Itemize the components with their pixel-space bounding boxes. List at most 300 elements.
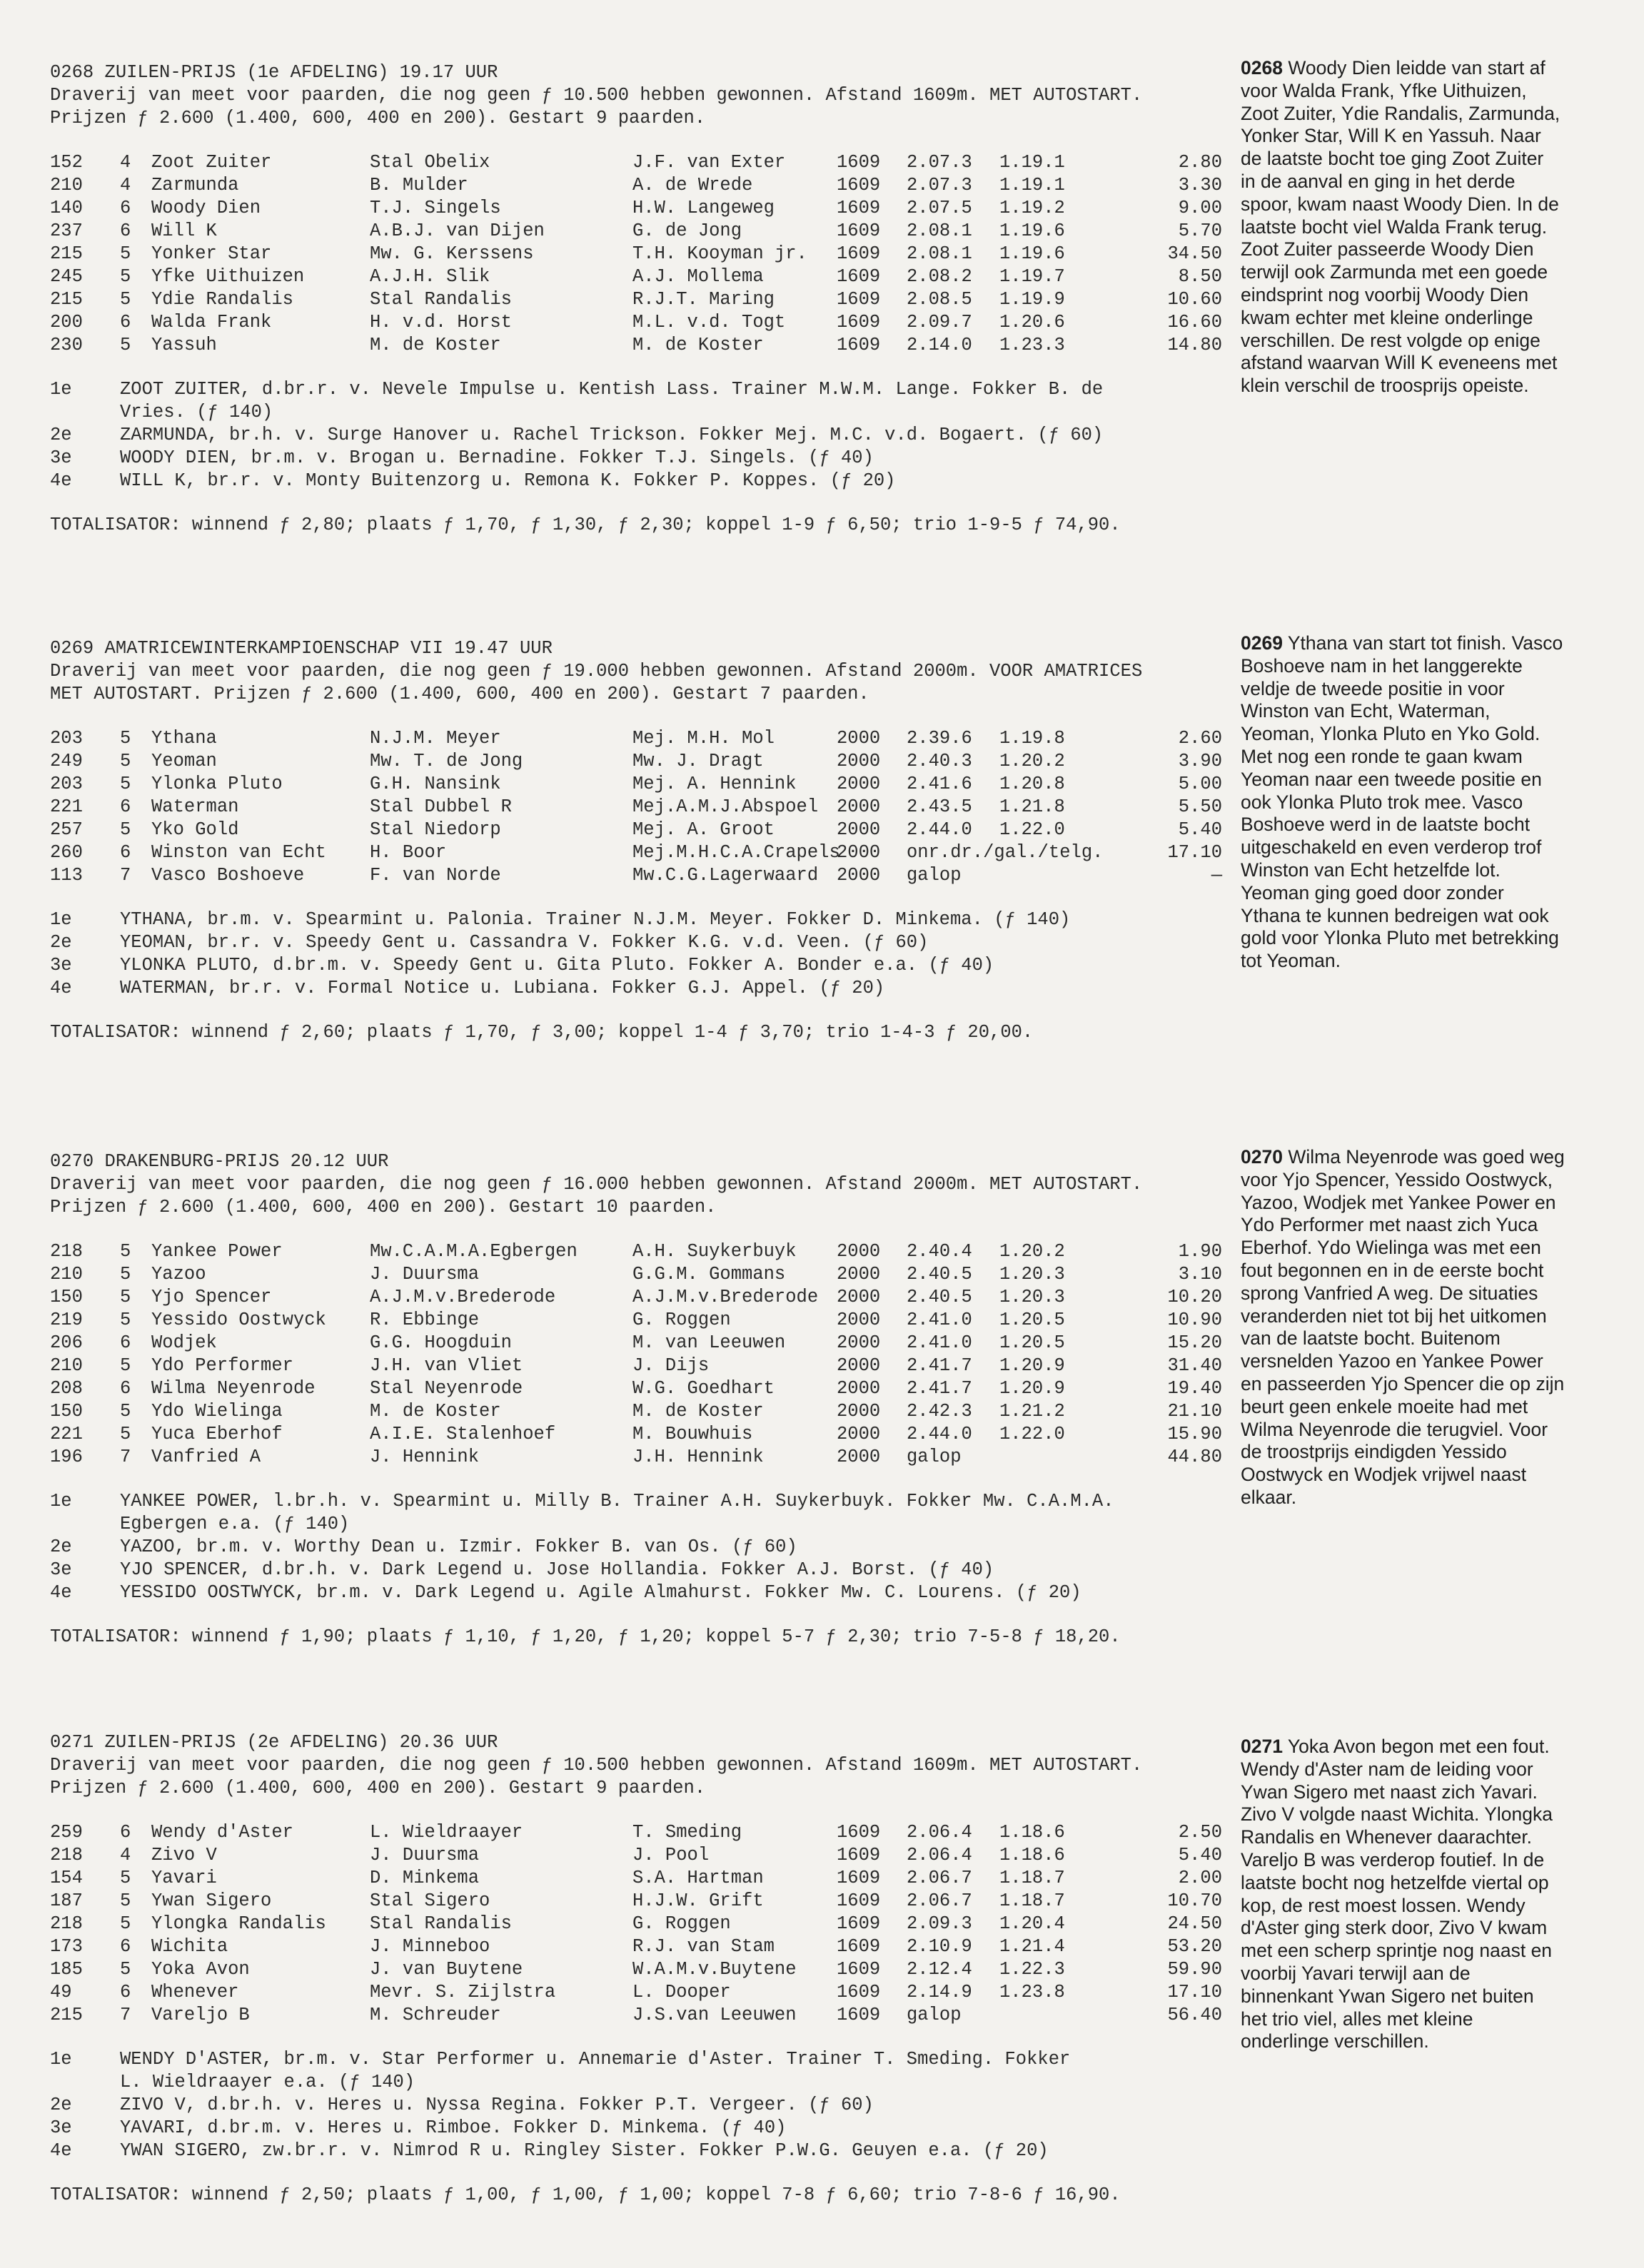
report-line — [1241, 171, 1632, 193]
report-text: van de laatste bocht. Buitenom — [1241, 1327, 1501, 1350]
report-number: 0268 — [1241, 57, 1283, 79]
placing-entry — [50, 470, 1221, 492]
cell-km-time: 1.18.6 — [999, 1845, 1065, 1865]
cell-horse-name: Walda Frank — [151, 312, 272, 333]
report-text: terwijl ook Zarmunda met een goede — [1241, 261, 1548, 283]
cell-age: 4 — [120, 175, 131, 196]
cell-driver: G. de Jong — [632, 221, 742, 241]
cell-age: 6 — [120, 842, 131, 863]
cell-handicap: 150 — [50, 1401, 83, 1422]
cell-odds: 14.80 — [1167, 335, 1222, 355]
report-line — [1241, 1872, 1632, 1895]
report-text: het trio viel, alles met kleine — [1241, 2008, 1473, 2030]
cell-time: 2.44.0 — [907, 819, 972, 840]
cell-odds: 17.10 — [1167, 1982, 1222, 2003]
result-row — [50, 1981, 1221, 2004]
cell-owner: H. v.d. Horst — [370, 312, 512, 333]
cell-age: 5 — [120, 289, 131, 310]
result-row — [50, 819, 1221, 841]
cell-horse-name: Yuca Eberhof — [151, 1424, 283, 1444]
cell-driver: G. Roggen — [632, 1310, 731, 1330]
placing-text: YJO SPENCER, d.br.h. v. Dark Legend u. Jose Hollandia. Fokker A.J. Borst. (ƒ 40) — [120, 1559, 994, 1580]
cell-age: 6 — [120, 1982, 131, 2003]
cell-age: 5 — [120, 1424, 131, 1444]
result-row — [50, 1958, 1221, 1981]
cell-time: 2.06.7 — [907, 1890, 972, 1911]
cell-km-time: 1.20.2 — [999, 751, 1065, 771]
report-text: fout begonnen en in de eerste bocht — [1241, 1259, 1544, 1281]
cell-time: 2.40.4 — [907, 1241, 972, 1262]
cell-age: 4 — [120, 152, 131, 173]
report-line — [1241, 1419, 1632, 1442]
cell-age: 5 — [120, 1913, 131, 1934]
cell-odds: 15.20 — [1167, 1332, 1222, 1353]
cell-odds: 5.70 — [1178, 221, 1222, 241]
cell-time: galop — [907, 865, 962, 886]
report-text: Yeoman ging goed door zonder — [1241, 881, 1504, 903]
cell-km-time: 1.22.0 — [999, 1424, 1065, 1444]
report-line — [1241, 927, 1632, 950]
cell-age: 6 — [120, 1378, 131, 1399]
placing-text: ZARMUNDA, br.h. v. Surge Hanover u. Rachel Trickson. Fokker Mej. M.C. v.d. Bogaert. (ƒ 60) — [120, 425, 1104, 445]
cell-distance: 1609 — [837, 1982, 881, 2003]
cell-age: 5 — [120, 728, 131, 749]
cell-driver: J. Pool — [632, 1845, 710, 1865]
placing-position: 1e — [50, 1491, 72, 1512]
cell-km-time: 1.19.1 — [999, 175, 1065, 196]
report-text: Boshoeve werd in de laatste bocht — [1241, 814, 1530, 836]
cell-horse-name: Yankee Power — [151, 1241, 283, 1262]
cell-odds: 53.20 — [1167, 1936, 1222, 1957]
results-table — [50, 727, 1221, 887]
cell-driver: Mej. M.H. Mol — [632, 728, 775, 749]
report-line — [1241, 1940, 1632, 1963]
report-line — [1241, 2008, 1632, 2031]
cell-age: 5 — [120, 819, 131, 840]
cell-driver: Mej.M.H.C.A.Crapels — [632, 842, 840, 863]
cell-horse-name: Will K — [151, 221, 217, 241]
report-text: Yoka Avon begon met een fout. — [1287, 1736, 1550, 1757]
race-conditions: Draverij van meet voor paarden, die nog geen ƒ 19.000 hebben gewonnen. Afstand 2000m. VOOR AMATRICES — [50, 661, 1143, 682]
cell-time: 2.43.5 — [907, 796, 972, 817]
placing-position: 1e — [50, 909, 72, 930]
cell-km-time: 1.23.3 — [999, 335, 1065, 355]
cell-age: 6 — [120, 1822, 131, 1843]
cell-horse-name: Waterman — [151, 796, 239, 817]
cell-distance: 2000 — [837, 865, 881, 886]
result-row — [50, 841, 1221, 864]
result-row — [50, 197, 1221, 220]
cell-time: 2.40.5 — [907, 1287, 972, 1307]
cell-distance: 1609 — [837, 221, 881, 241]
cell-time: onr.dr./gal./telg. — [907, 842, 1104, 863]
cell-driver: M. van Leeuwen — [632, 1332, 786, 1353]
cell-owner: Stal Randalis — [370, 289, 512, 310]
race-header: 0271 ZUILEN-PRIJS (2e AFDELING) 20.36 UUR — [50, 1732, 498, 1753]
result-row — [50, 1263, 1221, 1286]
cell-distance: 1609 — [837, 312, 881, 333]
cell-odds: 5.50 — [1178, 796, 1222, 817]
cell-horse-name: Yazoo — [151, 1264, 206, 1285]
report-line — [1241, 1758, 1632, 1781]
report-text: laatste bocht nog hetzelfde viertal op — [1241, 1871, 1549, 1893]
cell-owner: M. de Koster — [370, 1401, 501, 1422]
report-text: voor Walda Frank, Yfke Uithuizen, — [1241, 79, 1527, 101]
cell-driver: G. Roggen — [632, 1913, 731, 1934]
cell-handicap: 215 — [50, 289, 83, 310]
cell-horse-name: Yessido Oostwyck — [151, 1310, 326, 1330]
report-line — [1241, 655, 1632, 678]
cell-time: 2.07.5 — [907, 198, 972, 218]
report-number: 0270 — [1241, 1146, 1283, 1168]
placing-position: 2e — [50, 932, 72, 953]
cell-distance: 2000 — [837, 1332, 881, 1353]
report-line — [1241, 284, 1632, 307]
cell-driver: Mej. A. Groot — [632, 819, 775, 840]
cell-km-time: 1.19.7 — [999, 266, 1065, 287]
cell-odds: 16.60 — [1167, 312, 1222, 333]
report-text: eindsprint nog voorbij Woody Dien — [1241, 283, 1529, 305]
report-line — [1241, 814, 1632, 836]
cell-handicap: 152 — [50, 152, 83, 173]
report-line — [1241, 1917, 1632, 1940]
placing-text: ZOOT ZUITER, d.br.r. v. Nevele Impulse u. Kentish Lass. Trainer M.W.M. Lange. Fokker B. de — [120, 379, 1104, 400]
cell-owner: R. Ebbinge — [370, 1310, 480, 1330]
result-row — [50, 796, 1221, 819]
report-line — [1241, 700, 1632, 723]
cell-handicap: 154 — [50, 1868, 83, 1888]
report-line — [1241, 1985, 1632, 2008]
cell-age: 4 — [120, 1845, 131, 1865]
report-line — [1241, 1826, 1632, 1849]
cell-handicap: 249 — [50, 751, 83, 771]
race-conditions: Prijzen ƒ 2.600 (1.400, 600, 400 en 200). Gestart 9 paarden. — [50, 1778, 706, 1798]
race-conditions: Draverij van meet voor paarden, die nog geen ƒ 16.000 hebben gewonnen. Afstand 2000m. MET AUTOSTART. — [50, 1174, 1143, 1195]
result-row — [50, 773, 1221, 796]
cell-age: 6 — [120, 221, 131, 241]
report-text: veldje de tweede positie in voor — [1241, 677, 1505, 699]
cell-driver: T.H. Kooyman jr. — [632, 243, 807, 264]
cell-distance: 2000 — [837, 1424, 881, 1444]
cell-time: galop — [907, 1447, 962, 1467]
cell-owner: L. Wieldraayer — [370, 1822, 523, 1843]
cell-distance: 1609 — [837, 198, 881, 218]
cell-driver: H.J.W. Grift — [632, 1890, 764, 1911]
cell-horse-name: Wichita — [151, 1936, 228, 1957]
cell-odds: 56.40 — [1167, 2005, 1222, 2025]
cell-time: 2.41.7 — [907, 1355, 972, 1376]
result-row — [50, 334, 1221, 357]
cell-horse-name: Ylonka Pluto — [151, 774, 283, 794]
cell-time: 2.44.0 — [907, 1424, 972, 1444]
cell-horse-name: Vasco Boshoeve — [151, 865, 305, 886]
cell-driver: R.J. van Stam — [632, 1936, 775, 1957]
cell-time: 2.07.3 — [907, 175, 972, 196]
cell-age: 5 — [120, 1868, 131, 1888]
cell-km-time: 1.18.7 — [999, 1868, 1065, 1888]
cell-km-time: 1.19.9 — [999, 289, 1065, 310]
cell-distance: 2000 — [837, 1264, 881, 1285]
cell-distance: 1609 — [837, 1845, 881, 1865]
cell-time: 2.41.0 — [907, 1332, 972, 1353]
cell-time: 2.41.7 — [907, 1378, 972, 1399]
cell-driver: M.L. v.d. Togt — [632, 312, 786, 333]
report-text: Oostwyck en Wodjek vrijwel naast — [1241, 1464, 1527, 1486]
report-text: klein verschil de troosprijs opeiste. — [1241, 375, 1529, 397]
cell-odds: 5.40 — [1178, 1845, 1222, 1865]
cell-owner: T.J. Singels — [370, 198, 501, 218]
cell-distance: 2000 — [837, 1241, 881, 1262]
placing-text: YANKEE POWER, l.br.h. v. Spearmint u. Milly B. Trainer A.H. Suykerbuyk. Fokker Mw. C.A.M.A. — [120, 1491, 1114, 1512]
cell-driver: M. de Koster — [632, 1401, 764, 1422]
placing-entry — [50, 1581, 1221, 1604]
cell-age: 7 — [120, 2005, 131, 2025]
placing-entry — [50, 1559, 1221, 1581]
cell-handicap: 185 — [50, 1959, 83, 1980]
report-line — [1241, 1487, 1632, 1509]
report-line — [1241, 330, 1632, 353]
cell-handicap: 203 — [50, 728, 83, 749]
cell-horse-name: Wilma Neyenrode — [151, 1378, 316, 1399]
result-row — [50, 1240, 1221, 1263]
cell-horse-name: Ydie Randalis — [151, 289, 293, 310]
cell-age: 5 — [120, 243, 131, 264]
placing-text: Egbergen e.a. (ƒ 140) — [120, 1514, 350, 1534]
race-0271 — [50, 1731, 1221, 2207]
cell-odds: 3.10 — [1178, 1264, 1222, 1285]
cell-age: 5 — [120, 1959, 131, 1980]
cell-owner: G.G. Hoogduin — [370, 1332, 512, 1353]
cell-time: 2.14.0 — [907, 335, 972, 355]
cell-distance: 1609 — [837, 243, 881, 264]
cell-distance: 1609 — [837, 335, 881, 355]
cell-km-time: 1.20.9 — [999, 1378, 1065, 1399]
report-line — [1241, 103, 1632, 126]
report-line — [1241, 125, 1632, 148]
placings — [50, 378, 1221, 492]
cell-handicap: 260 — [50, 842, 83, 863]
cell-handicap: 200 — [50, 312, 83, 333]
report-text: d'Aster ging sterk door, Zivo V kwam — [1241, 1917, 1548, 1939]
placing-entry — [50, 2140, 1221, 2162]
placing-position: 4e — [50, 978, 72, 998]
cell-horse-name: Zivo V — [151, 1845, 217, 1865]
report-text: Winston van Echt hetzelfde lot. — [1241, 859, 1501, 881]
cell-owner: Mevr. S. Zijlstra — [370, 1982, 556, 2003]
result-row — [50, 1332, 1221, 1355]
cell-horse-name: Vanfried A — [151, 1447, 261, 1467]
cell-driver: Mej. A. Hennink — [632, 774, 797, 794]
placing-text: YAVARI, d.br.m. v. Heres u. Rimboe. Fokker D. Minkema. (ƒ 40) — [120, 2117, 787, 2138]
result-row — [50, 1423, 1221, 1446]
cell-odds: 2.60 — [1178, 728, 1222, 749]
report-number: 0271 — [1241, 1736, 1283, 1757]
cell-odds: 44.80 — [1167, 1447, 1222, 1467]
placing-entry — [50, 2117, 1221, 2140]
report-text: tot Yeoman. — [1241, 950, 1341, 972]
placing-entry — [50, 447, 1221, 470]
race-header: 0270 DRAKENBURG-PRIJS 20.12 UUR — [50, 1151, 389, 1172]
cell-driver: J.S.van Leeuwen — [632, 2005, 797, 2025]
cell-km-time: 1.20.4 — [999, 1913, 1065, 1934]
report-text: de laatste bocht toe ging Zoot Zuiter — [1241, 148, 1544, 170]
report-text: in de aanval en ging in het derde — [1241, 170, 1516, 192]
cell-age: 5 — [120, 774, 131, 794]
placing-text: Vries. (ƒ 140) — [120, 402, 273, 422]
report-line — [1241, 57, 1632, 80]
cell-owner: A.I.E. Stalenhoef — [370, 1424, 556, 1444]
cell-owner: N.J.M. Meyer — [370, 728, 501, 749]
cell-time: 2.07.3 — [907, 152, 972, 173]
report-line — [1241, 238, 1632, 261]
cell-horse-name: Winston van Echt — [151, 842, 326, 863]
report-text: sprong Vanfried A weg. De situaties — [1241, 1282, 1538, 1304]
cell-owner: Stal Dubbel R — [370, 796, 512, 817]
report-line — [1241, 193, 1632, 216]
cell-horse-name: Yoka Avon — [151, 1959, 250, 1980]
results-table — [50, 1240, 1221, 1469]
cell-handicap: 257 — [50, 819, 83, 840]
cell-distance: 1609 — [837, 175, 881, 196]
cell-driver: A.H. Suykerbuyk — [632, 1241, 797, 1262]
cell-driver: A.J.M.v.Brederode — [632, 1287, 819, 1307]
placing-position: 1e — [50, 2049, 72, 2070]
cell-km-time: 1.19.6 — [999, 221, 1065, 241]
race-0270 — [50, 1150, 1221, 1649]
report-text: versnelden Yazoo en Yankee Power — [1241, 1350, 1543, 1372]
report-line — [1241, 2030, 1632, 2053]
cell-age: 5 — [120, 1355, 131, 1376]
placing-position: 3e — [50, 955, 72, 976]
cell-horse-name: Wodjek — [151, 1332, 217, 1353]
report-text: veranderden niet tot bij het uitkomen — [1241, 1305, 1547, 1327]
report-text: binnenkant Ywan Sigero net buiten — [1241, 1985, 1534, 2007]
report-text: Wilma Neyenrode die terugviel. Voor — [1241, 1418, 1548, 1440]
cell-time: 2.12.4 — [907, 1959, 972, 1980]
cell-km-time: 1.21.4 — [999, 1936, 1065, 1957]
cell-odds: 2.00 — [1178, 1868, 1222, 1888]
cell-age: 7 — [120, 865, 131, 886]
cell-km-time: 1.20.5 — [999, 1332, 1065, 1353]
cell-odds: — — [1211, 865, 1222, 886]
report-text: met een scherp sprintje nog naast en — [1241, 1940, 1553, 1962]
cell-km-time: 1.20.8 — [999, 774, 1065, 794]
cell-distance: 2000 — [837, 751, 881, 771]
placings — [50, 2048, 1221, 2162]
results-table — [50, 1821, 1221, 2027]
race-conditions: MET AUTOSTART. Prijzen ƒ 2.600 (1.400, 600, 400 en 200). Gestart 7 paarden. — [50, 684, 869, 704]
placing-position: 4e — [50, 1582, 72, 1603]
result-row — [50, 1377, 1221, 1400]
result-row — [50, 1309, 1221, 1332]
cell-handicap: 150 — [50, 1287, 83, 1307]
report-line — [1241, 950, 1632, 973]
cell-km-time: 1.22.3 — [999, 1959, 1065, 1980]
cell-handicap: 259 — [50, 1822, 83, 1843]
report-line — [1241, 1803, 1632, 1826]
report-text: Yeoman naar een tweede positie en — [1241, 768, 1542, 790]
cell-driver: M. de Koster — [632, 335, 764, 355]
cell-owner: Stal Sigero — [370, 1890, 490, 1911]
cell-odds: 9.00 — [1178, 198, 1222, 218]
cell-age: 6 — [120, 1332, 131, 1353]
cell-odds: 21.10 — [1167, 1401, 1222, 1422]
result-row — [50, 311, 1221, 334]
cell-odds: 24.50 — [1167, 1913, 1222, 1934]
cell-distance: 1609 — [837, 1959, 881, 1980]
report-line — [1241, 216, 1632, 239]
result-row — [50, 1913, 1221, 1935]
result-row — [50, 151, 1221, 174]
cell-km-time: 1.20.3 — [999, 1287, 1065, 1307]
cell-handicap: 215 — [50, 2005, 83, 2025]
placing-entry — [50, 954, 1221, 977]
cell-odds: 10.60 — [1167, 289, 1222, 310]
report-line — [1241, 1396, 1632, 1419]
cell-odds: 10.90 — [1167, 1310, 1222, 1330]
report-text: beurt geen enkele moeite had met — [1241, 1395, 1528, 1417]
cell-time: 2.41.6 — [907, 774, 972, 794]
placing-position: 3e — [50, 1559, 72, 1580]
report-line — [1241, 1260, 1632, 1282]
cell-handicap: 173 — [50, 1936, 83, 1957]
totalisator: TOTALISATOR: winnend ƒ 2,80; plaats ƒ 1,70, ƒ 1,30, ƒ 2,30; koppel 1-9 ƒ 6,50; trio 1-9-5 ƒ 74,90. — [50, 515, 1121, 535]
placings — [50, 908, 1221, 1000]
result-row — [50, 727, 1221, 750]
cell-handicap: 49 — [50, 1982, 72, 2003]
placing-entry — [50, 1490, 1221, 1536]
report-line — [1241, 632, 1632, 655]
report-line — [1241, 1373, 1632, 1396]
report-text: Ydo Performer met naast zich Yuca — [1241, 1214, 1538, 1236]
cell-odds: 3.30 — [1178, 175, 1222, 196]
report-number: 0269 — [1241, 632, 1283, 654]
report-line — [1241, 1441, 1632, 1464]
report-line — [1241, 1350, 1632, 1373]
cell-owner: J.H. van Vliet — [370, 1355, 523, 1376]
placing-text: ZIVO V, d.br.h. v. Heres u. Nyssa Regina. Fokker P.T. Vergeer. (ƒ 60) — [120, 2095, 874, 2115]
placing-position: 3e — [50, 2117, 72, 2138]
cell-handicap: 203 — [50, 774, 83, 794]
cell-time: 2.40.5 — [907, 1264, 972, 1285]
placing-entry — [50, 424, 1221, 447]
cell-owner: H. Boor — [370, 842, 447, 863]
cell-driver: R.J.T. Maring — [632, 289, 775, 310]
cell-owner: J. Duursma — [370, 1264, 480, 1285]
placing-text: WATERMAN, br.r. v. Formal Notice u. Lubiana. Fokker G.J. Appel. (ƒ 20) — [120, 978, 885, 998]
result-row — [50, 1446, 1221, 1469]
totalisator: TOTALISATOR: winnend ƒ 1,90; plaats ƒ 1,10, ƒ 1,20, ƒ 1,20; koppel 5-7 ƒ 2,30; trio 7-5-8 ƒ 18,20. — [50, 1626, 1121, 1647]
cell-horse-name: Yeoman — [151, 751, 217, 771]
report-line — [1241, 1781, 1632, 1804]
cell-time: 2.06.4 — [907, 1822, 972, 1843]
cell-driver: J. Dijs — [632, 1355, 710, 1376]
report-text: Yeoman, Ylonka Pluto en Yko Gold. — [1241, 723, 1540, 745]
cell-time: 2.14.9 — [907, 1982, 972, 2003]
cell-age: 6 — [120, 198, 131, 218]
cell-km-time: 1.20.6 — [999, 312, 1065, 333]
report-text: Woody Dien leidde van start af — [1288, 57, 1545, 79]
cell-km-time: 1.18.6 — [999, 1822, 1065, 1843]
cell-distance: 2000 — [837, 1401, 881, 1422]
cell-distance: 1609 — [837, 1822, 881, 1843]
placing-text: YAZOO, br.m. v. Worthy Dean u. Izmir. Fokker B. van Os. (ƒ 60) — [120, 1537, 797, 1557]
report-text: de troostprijs eindigden Yessido — [1241, 1441, 1507, 1463]
report-line — [1241, 1305, 1632, 1328]
cell-odds: 31.40 — [1167, 1355, 1222, 1376]
race-conditions: Draverij van meet voor paarden, die nog geen ƒ 10.500 hebben gewonnen. Afstand 1609m. MET AUTOSTART. — [50, 85, 1143, 106]
cell-age: 7 — [120, 1447, 131, 1467]
